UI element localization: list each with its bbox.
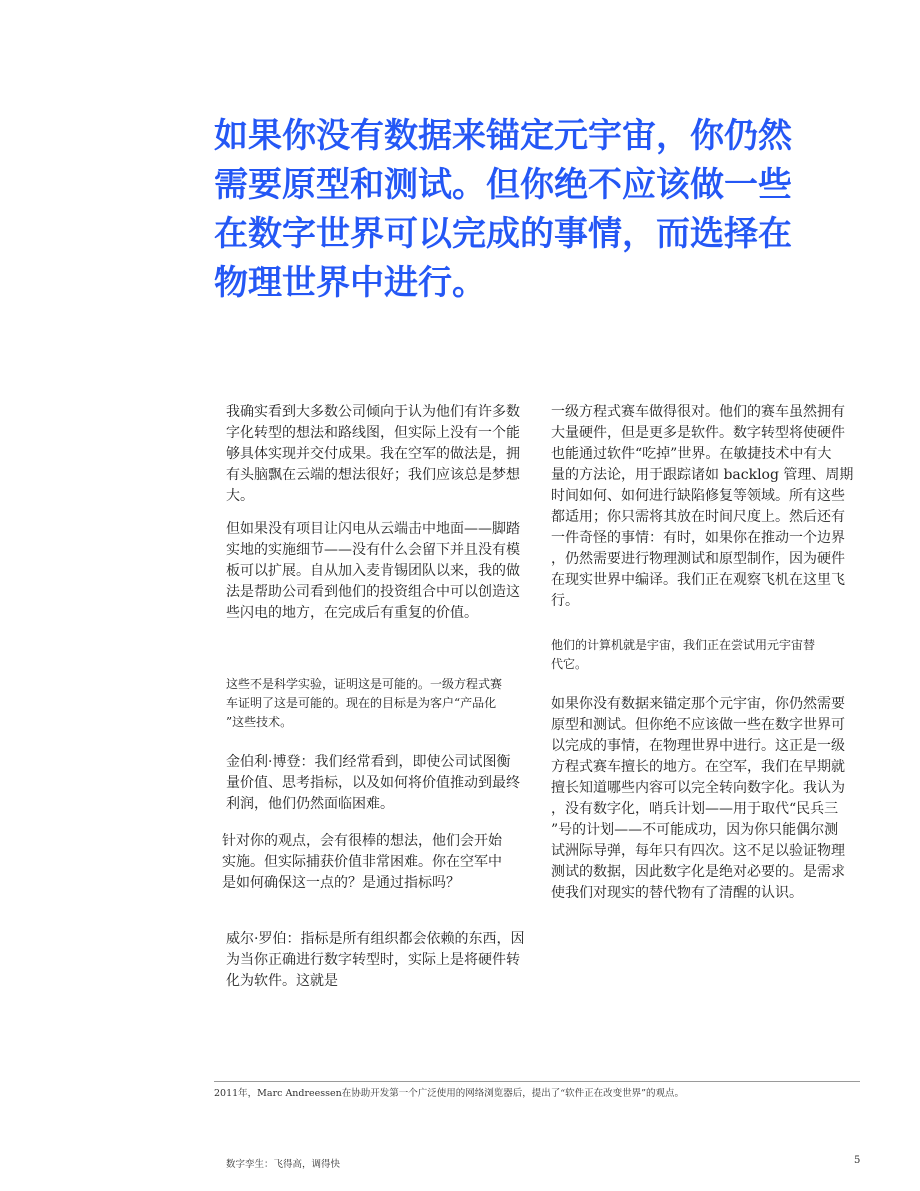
text-line: 一级方程式赛车做得很对。他们的赛车虽然拥有 <box>551 404 845 420</box>
right-paragraph-3 <box>551 694 845 904</box>
text-line: 金伯利·博登：我们经常看到，即使公司试图衡 <box>226 754 511 770</box>
text-line: 实施。但实际捕获价值非常困难。你在空军中 <box>222 854 502 870</box>
text-line: ，没有数字化，哨兵计划——用于取代“民兵三 <box>551 801 839 817</box>
pull-quote-line: 在数字世界可以完成的事情，而选择在 <box>214 214 792 254</box>
text-line: 擅长知道哪些内容可以完全转向数字化。我认为 <box>551 780 845 796</box>
text-line: 板可以扩展。自从加入麦肯锡团队以来，我的做 <box>226 563 520 579</box>
text-line: 原型和测试。但你绝不应该做一些在数字世界可 <box>551 717 845 733</box>
text-line: 够具体实现并交付成果。我在空军的做法是，拥 <box>226 446 520 462</box>
text-line: 大量硬件，但是更多是软件。数字转型将使硬件 <box>551 425 845 441</box>
footer-title: 数字孪生：飞得高，调得快 <box>226 1159 341 1170</box>
text-line: 是如何确保这一点的？是通过指标吗？ <box>222 875 460 891</box>
text-line: ”号的计划——不可能成功，因为你只能偶尔测 <box>551 822 839 838</box>
right-paragraph-1 <box>551 402 853 612</box>
text-line: 有头脑飘在云端的想法很好；我们应该总是梦想 <box>226 467 520 483</box>
text-line: 化为软件。这就是 <box>226 973 338 989</box>
left-paragraph-3 <box>226 675 502 732</box>
text-line: 以完成的事情，在物理世界中进行。这正是一级 <box>551 738 845 754</box>
pull-quote-line: 物理世界中进行。 <box>214 263 486 303</box>
page-number: 5 <box>854 1155 861 1166</box>
text-line: 我确实看到大多数公司倾向于认为他们有许多数 <box>226 404 520 420</box>
pull-quote <box>214 112 854 308</box>
text-line: 利润，他们仍然面临困难。 <box>226 796 394 812</box>
text-line: 字化转型的想法和路线图，但实际上没有一个能 <box>226 425 520 441</box>
text-line: 但如果没有项目让闪电从云端击中地面——脚踏 <box>226 521 520 537</box>
text-line: 他们的计算机就是宇宙，我们正在尝试用元宇宙替 <box>551 638 816 652</box>
text-line: ，仍然需要进行物理测试和原型制作，因为硬件 <box>551 551 845 567</box>
text-line: 量价值、思考指标，以及如何将价值推动到最终 <box>226 775 520 791</box>
text-line: 方程式赛车擅长的地方。在空军，我们在早期就 <box>551 759 845 775</box>
left-paragraph-6 <box>226 929 524 992</box>
text-line: 为当你正确进行数字转型时，实际上是将硬件转 <box>226 952 520 968</box>
right-paragraph-2 <box>551 636 815 674</box>
text-line: 车证明了这是可能的。现在的目标是为客户“产品化 <box>226 696 497 710</box>
text-line: 如果你没有数据来锚定那个元宇宙，你仍然需要 <box>551 696 845 712</box>
text-line: 这些不是科学实验，证明这是可能的。一级方程式赛 <box>226 677 503 691</box>
left-paragraph-5 <box>222 831 502 894</box>
text-line: 量的方法论，用于跟踪诸如 backlog 管理、周期 <box>551 467 854 483</box>
text-line: 针对你的观点，会有很棒的想法，他们会开始 <box>222 833 502 849</box>
left-paragraph-1 <box>226 402 520 507</box>
text-line: 些闪电的地方，在完成后有重复的价值。 <box>226 605 478 621</box>
text-line: 实地的实施细节——没有什么会留下并且没有模 <box>226 542 520 558</box>
text-line: 在现实世界中编译。我们正在观察飞机在这里飞 <box>551 572 845 588</box>
left-paragraph-4 <box>226 752 520 815</box>
text-line: 代它。 <box>551 657 588 671</box>
text-line: 测试的数据，因此数字化是绝对必要的。是需求 <box>551 864 845 880</box>
footnote: 2011年，Marc Andreessen在协助开发第一个广泛使用的网络浏览器后，提出了“软件正在改变世界”的观点。 <box>214 1088 685 1099</box>
text-line: 威尔·罗伯：指标是所有组织都会依赖的东西，因 <box>226 931 525 947</box>
pull-quote-line: 需要原型和测试。但你绝不应该做一些 <box>214 165 792 205</box>
text-line: 大。 <box>226 488 254 504</box>
left-paragraph-2 <box>226 519 520 624</box>
text-line: 时间如何、如何进行缺陷修复等领域。所有这些 <box>551 488 845 504</box>
text-line: 试洲际导弹，每年只有四次。这不足以验证物理 <box>551 843 845 859</box>
text-line: 都适用；你只需将其放在时间尺度上。然后还有 <box>551 509 845 525</box>
pull-quote-line: 如果你没有数据来锚定元宇宙，你仍然 <box>214 116 792 156</box>
text-line: ”这些技术。 <box>226 715 293 729</box>
text-line: 使我们对现实的替代物有了清醒的认识。 <box>551 885 803 901</box>
text-line: 行。 <box>551 593 579 609</box>
text-line: 法是帮助公司看到他们的投资组合中可以创造这 <box>226 584 520 600</box>
text-line: 也能通过软件“吃掉”世界。在敏捷技术中有大 <box>551 446 832 462</box>
footnote-divider <box>214 1081 860 1082</box>
text-line: 一件奇怪的事情：有时，如果你在推动一个边界 <box>551 530 845 546</box>
